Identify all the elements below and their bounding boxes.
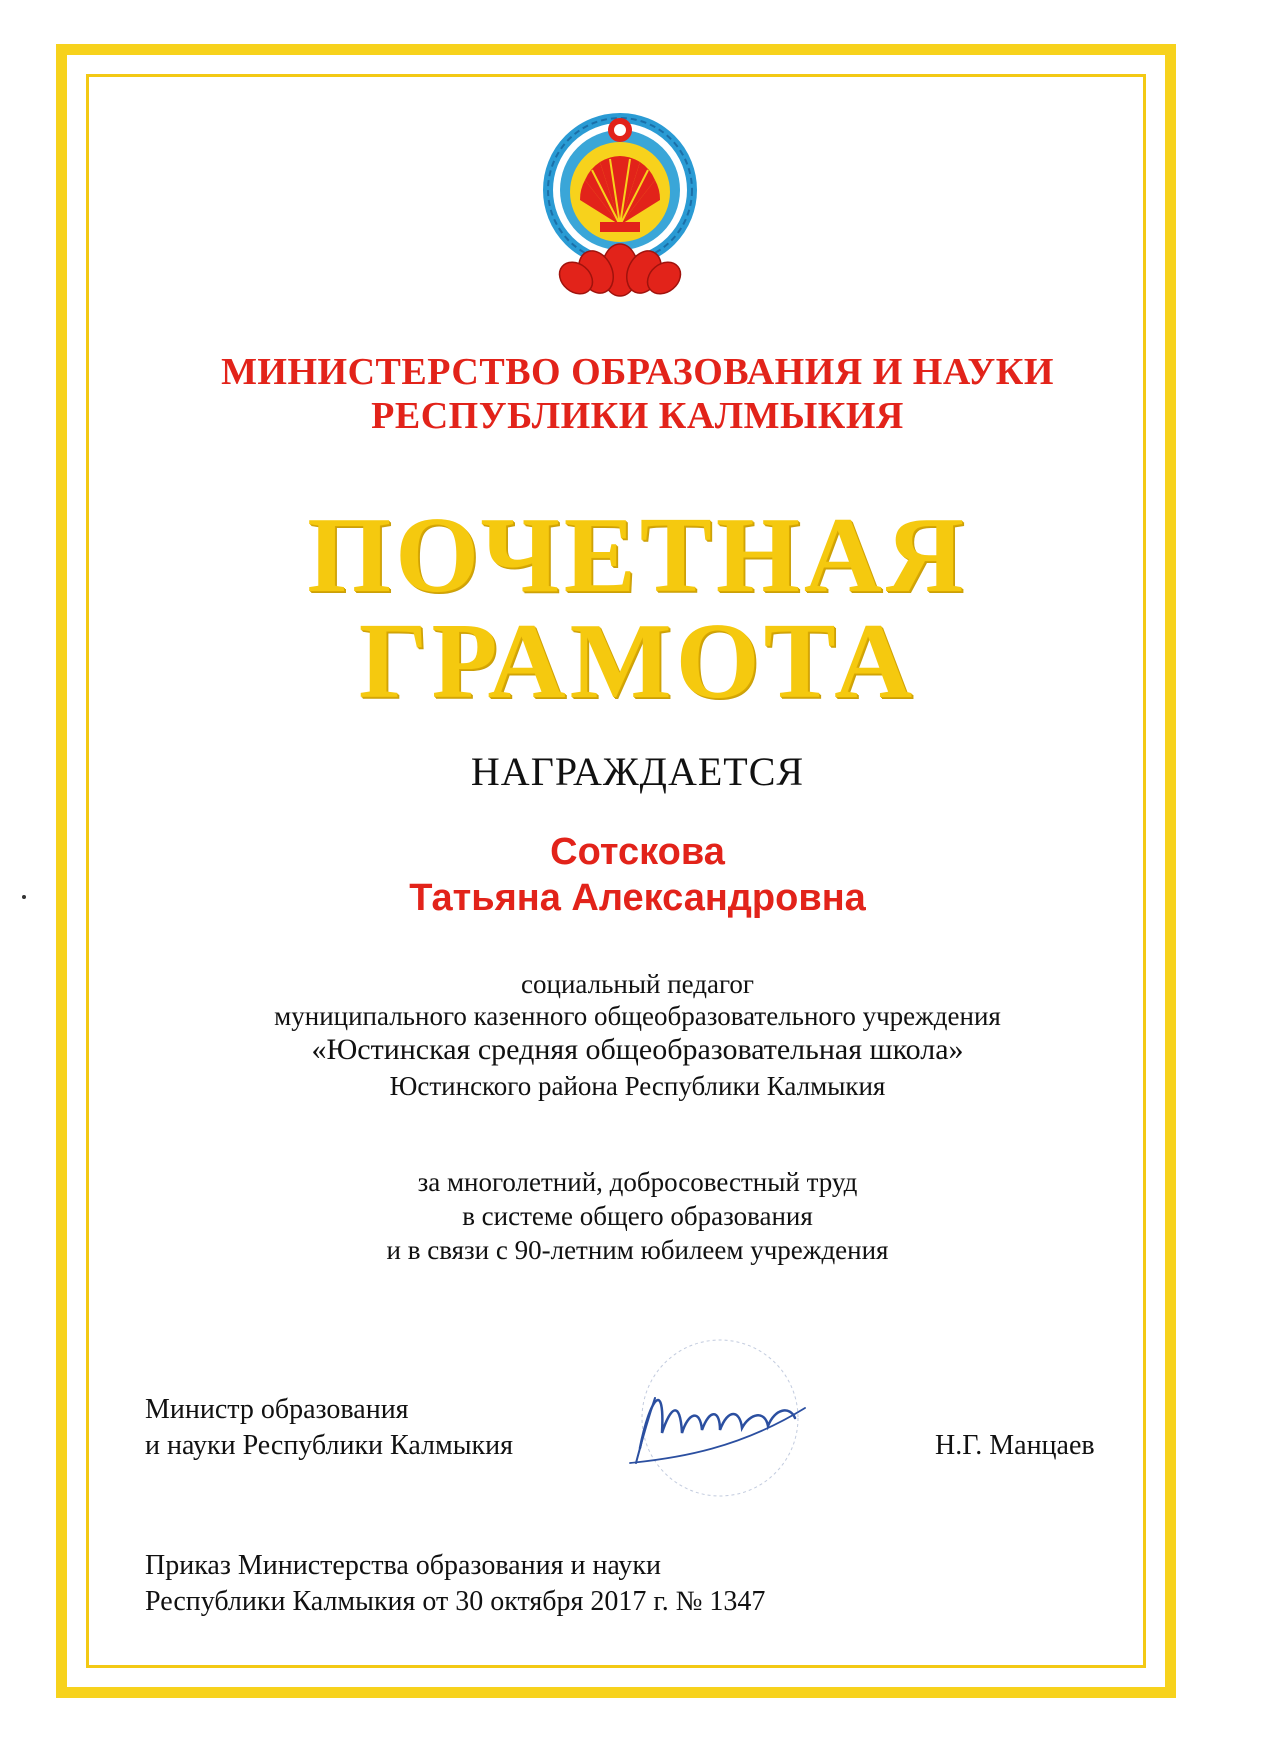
reason-line1: за многолетний, добросовестный труд <box>417 1167 858 1197</box>
position-line2: муниципального казенного общеобразовательного учреждения <box>274 1001 1001 1031</box>
signatory-title-line2: и науки Республики Калмыкия <box>145 1430 513 1461</box>
recipient-surname: Сотскова <box>550 831 725 873</box>
signatory-name: Н.Г. Манцаев <box>935 1430 1095 1461</box>
position-line3: «Юстинская средняя общеобразовательная школа» <box>311 1033 964 1066</box>
order-reference <box>145 1548 765 1620</box>
certificate-title-line2: ГРАМОТА <box>358 602 917 721</box>
handwritten-signature-icon <box>570 1338 860 1498</box>
kalmykia-coat-of-arms-icon <box>530 110 710 310</box>
ministry-name-line2: РЕСПУБЛИКИ КАЛМЫКИЯ <box>371 395 904 437</box>
round-stamp-icon <box>642 1340 798 1496</box>
order-line1: Приказ Министерства образования и науки <box>145 1550 662 1581</box>
signatory-title <box>145 1392 513 1464</box>
ministry-name-line1: МИНИСТЕРСТВО ОБРАЗОВАНИЯ И НАУКИ <box>221 351 1054 393</box>
order-line2: Республики Калмыкия от 30 октября 2017 г. № 1347 <box>145 1586 766 1617</box>
reason-line2: в системе общего образования <box>462 1201 813 1231</box>
awarded-label: НАГРАЖДАЕТСЯ <box>470 749 805 794</box>
position-line1: социальный педагог <box>521 969 754 999</box>
reason-line3: и в связи с 90-летним юбилеем учреждения <box>386 1235 889 1265</box>
certificate-title-line1: ПОЧЕТНАЯ <box>307 496 968 615</box>
signatory-title-line1: Министр образования <box>145 1394 409 1425</box>
position-line4: Юстинского района Республики Калмыкия <box>389 1071 886 1101</box>
recipient-given-names: Татьяна Александровна <box>409 877 866 919</box>
